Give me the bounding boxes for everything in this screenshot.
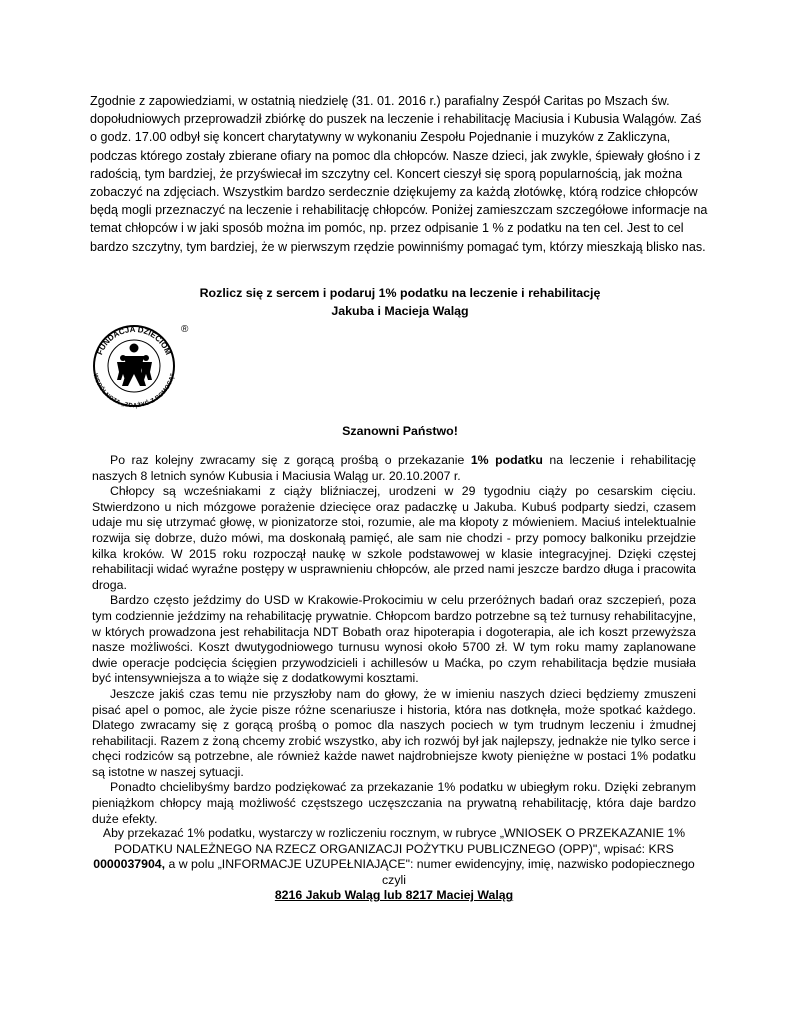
headline-line-1: Rozlicz się z sercem i podaruj 1% podatku na leczenie i rehabilitację [199,286,601,300]
svg-text:WSPÓLNOTA „ZDĄŻYĆ Z POMOCĄ” [92,373,177,409]
headline-line-2: Jakuba i Macieja Waląg [331,304,469,318]
salutation: Szanowni Państwo! [342,424,458,438]
p1-after: na leczenie i rehabilitację naszych 8 letnich synów Kubusia i Maciusia Waląg ur. 20.10.2007 r. [92,453,696,483]
letter-paragraph-1 [92,453,696,484]
beneficiary-ids: 8216 Jakub Waląg lub 8217 Maciej Waląg [274,888,514,903]
foundation-logo [86,322,196,410]
krs-number: 0000037904, [93,857,166,872]
intro-paragraph: Zgodnie z zapowiedziami, w ostatnią niedzielę (31. 01. 2016 r.) parafialny Zespół Caritas po Mszach św. dopołudniowych przeprowadził zbiórkę do puszek na leczenie i rehabilitację Maciusia i Kubusia Walągów. Zaś o godz. 17.00 odbył się koncert charytatywny w wykonaniu Zespołu Pojednanie i muzyków z Zakliczyna, podczas którego zostały zbierane ofiary na pomoc dla chłopców. Nasze dzieci, jak zwykle, śpiewały głośno i z radością, tym bardziej, że przyświecał im szczytny cel. Koncert cieszył się sporą popularnością, jak można zobaczyć na zdjęciach. Wszystkim bardzo serdecznie dziękujemy za każdą złotówkę, którą rodzice chłopców będą mogli przeznaczyć na leczenie i rehabilitację chłopców. Poniżej zamieszczam szczegółowe informacje na temat chłopców i w jaki sposób można im pomóc, np. przez odpisanie 1 % z podatku na ten cel. Jest to cel bardzo szczytny, tym bardziej, że w pierwszym rzędzie powinniśmy pomagać tym, którzy mieszkają blisko nas. [90,94,708,254]
letter-paragraph-5: Ponadto chcielibyśmy bardzo podziękować za przekazanie 1% podatku w ubiegłym roku. Dzięki zebranym pieniążkom chłopcy mają możliwość częstszego uczęszczania na prywatną rehabilitację, która daje bardzo duże efekty. [92,780,696,826]
letter-body [92,453,696,827]
p1-before: Po raz kolejny zwracamy się z gorącą prośbą o przekazanie [110,453,471,467]
tax-instructions [92,826,696,904]
logo-text-top: FUNDACJA DZIECIOM [95,324,173,357]
letter-paragraph-4: Jeszcze jakiś czas temu nie przyszłoby nam do głowy, że w imieniu naszych dzieci będziemy zmuszeni pisać apel o pomoc, ale życie pisze różne scenariusze i historia, która nas dotknęła, może spotkać każdego. Dlatego zwracamy się z gorącą prośbą o pomoc dla naszych pociech w tym trudnym leczeniu i żmudnej rehabilitacji. Razem z żoną chcemy zrobić wszystko, aby ich rozwój był jak najlepszy, jednakże nie tylko serce i chęci rodziców są potrzebne, ale również każde nawet najdrobniejsze kwoty pieniężne w postaci 1% podatku są istotne w naszej sytuacji. [92,686,696,779]
footer-text-before: Aby przekazać 1% podatku, wystarczy w rozliczeniu rocznym, w rubryce „WNIOSEK O PRZEKAZANIE 1% PODATKU NALEŻNEGO NA RZECZ ORGANIZACJI POŻYTKU PUBLICZNEGO (OPP)", wpisać: KRS [102,826,686,856]
letter-paragraph-3: Bardzo często jeździmy do USD w Krakowie-Prokocimiu w celu przeróżnych badań oraz szczepień, poza tym codziennie jeździmy na rehabilitację prywatnie. Chłopcom bardzo potrzebne są też turnusy rehabilitacyjne, w których prowadzona jest rehabilitacja NDT Bobath oraz hipoterapia i dogoterapia, ale ich koszt przewyższa nasze możliwości. Koszt dwutygodniowego turnusu wynosi około 5700 zł. W tym roku mamy zaplanowane dwie operacje podcięcia ścięgien przywodzicieli i achillesów u Maćka, po czym rehabilitacja będzie musiała być intensywniejsza a to wiąże się z dodatkowymi kosztami. [92,593,696,686]
foundation-logo-graphic [86,322,196,410]
logo-text-bottom: WSPÓLNOTA „ZDĄŻYĆ Z POMOCĄ” [91,373,177,410]
letter-paragraph-2: Chłopcy są wcześniakami z ciąży bliźniaczej, urodzeni w 29 tygodniu ciąży po cesarskim cięciu. Stwierdzono u nich mózgowe porażenie dziecięce oraz padaczkę u Jakuba. Kubuś podparty siedzi, czasem udaje mu się utrzymać głowę, w pionizatorze stoi, rozumie, ale ma kłopoty z mówieniem. Maciuś intelektualnie rozwija się dobrze, dużo mówi, ma doskonałą pamięć, ale sam nie chodzi - przy pomocy balkoniku przejdzie kilka kroków. W 2015 roku rozpoczął naukę w szkole podstawowej w klasie integracyjnej. Dzięki częstej rehabilitacji widać wyraźne postępy w usprawnieniu chłopców, ale przed nami jeszcze bardzo długa i pracowita droga. [92,484,696,592]
registered-mark: ® [181,324,189,335]
footer-text-after: a w polu „INFORMACJE UZUPEŁNIAJĄCE": numer ewidencyjny, imię, nazwisko podopiecznego czyli [165,857,695,887]
p1-bold: 1% podatku [470,453,543,467]
